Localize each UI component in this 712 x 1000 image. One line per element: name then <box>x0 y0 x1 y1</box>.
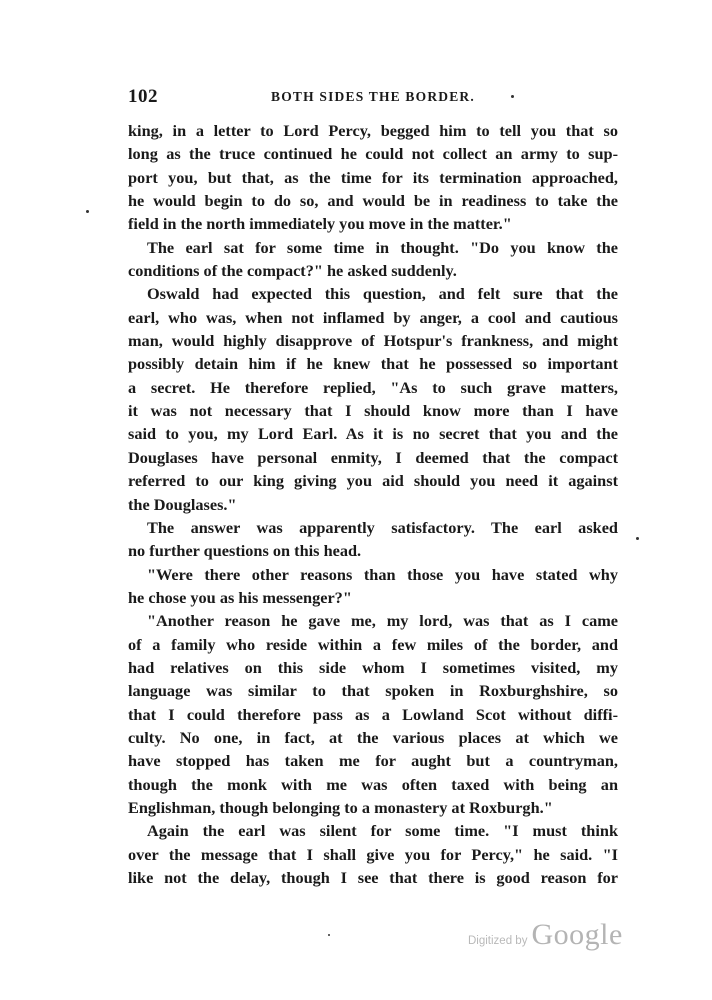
scan-speck <box>86 210 89 213</box>
text-line: that I could therefore pass as a Lowland Scot without diffi- <box>128 704 618 724</box>
body-text <box>128 119 618 889</box>
paragraph <box>128 236 618 283</box>
text-line: Douglases have personal enmity, I deemed that the compact <box>128 447 618 467</box>
text-line: over the message that I shall give you for Percy," he said. "I <box>128 844 618 864</box>
paragraph <box>128 819 618 889</box>
text-line: earl, who was, when not inflamed by anger, a cool and cautious <box>128 307 618 327</box>
paragraph <box>128 119 618 236</box>
text-line: man, would highly disapprove of Hotspur's frankness, and might <box>128 331 618 351</box>
text-line: possibly detain him if he knew that he possessed so important <box>128 354 618 374</box>
text-line: king, in a letter to Lord Percy, begged him to tell you that so <box>128 121 618 140</box>
text-line: culty. No one, in fact, at the various places at which we <box>128 727 618 747</box>
text-line: of a family who reside within a few miles of the border, and <box>128 634 618 654</box>
text-line: the Douglases." <box>128 494 237 514</box>
text-line: "Were there other reasons than those you have stated why <box>147 564 618 584</box>
text-line: have stopped has taken me for aught but a countryman, <box>128 751 618 771</box>
scan-speck <box>328 934 330 936</box>
text-line: he would begin to do so, and would be in readiness to take the <box>128 191 618 211</box>
running-title: BOTH SIDES THE BORDER. <box>271 89 475 104</box>
text-line: conditions of the compact?" he asked suddenly. <box>128 261 457 281</box>
text-line: long as the truce continued he could not collect an army to sup- <box>128 144 618 164</box>
scan-speck <box>511 95 514 98</box>
text-line: though the monk with me was often taxed with being an <box>128 774 618 794</box>
paragraph <box>128 282 618 515</box>
google-watermark <box>468 918 623 958</box>
text-line: Again the earl was silent for some time. "I must think <box>147 821 618 841</box>
paragraph <box>128 609 618 819</box>
text-line: "Another reason he gave me, my lord, was that as I came <box>147 611 618 631</box>
paragraph <box>128 563 618 610</box>
text-line: like not the delay, though I see that there is good reason for <box>128 868 618 887</box>
text-line: language was similar to that spoken in Roxburghshire, so <box>128 681 618 701</box>
text-line: Oswald had expected this question, and felt sure that the <box>147 284 618 304</box>
paragraph <box>128 516 618 563</box>
text-line: referred to our king giving you aid should you need it against <box>128 471 618 491</box>
text-line: no further questions on this head. <box>128 541 362 561</box>
page-number: 102 <box>128 86 158 107</box>
watermark-brand: Google <box>531 918 623 951</box>
text-line: port you, but that, as the time for its termination approached, <box>128 167 618 187</box>
text-line: Englishman, though belonging to a monastery at Roxburgh." <box>128 797 553 817</box>
text-line: he chose you as his messenger?" <box>128 587 352 607</box>
text-line: The earl sat for some time in thought. "Do you know the <box>147 237 618 257</box>
text-line: field in the north immediately you move in the matter." <box>128 214 512 234</box>
watermark-prefix: Digitized by <box>468 935 528 947</box>
text-line: The answer was apparently satisfactory. The earl asked <box>147 517 618 537</box>
text-line: a secret. He therefore replied, "As to such grave matters, <box>128 377 618 397</box>
scan-speck <box>636 537 639 540</box>
text-line: said to you, my Lord Earl. As it is no secret that you and the <box>128 424 618 444</box>
text-line: had relatives on this side whom I sometimes visited, my <box>128 657 618 677</box>
running-head <box>128 86 618 110</box>
text-line: it was not necessary that I should know more than I have <box>128 401 618 421</box>
